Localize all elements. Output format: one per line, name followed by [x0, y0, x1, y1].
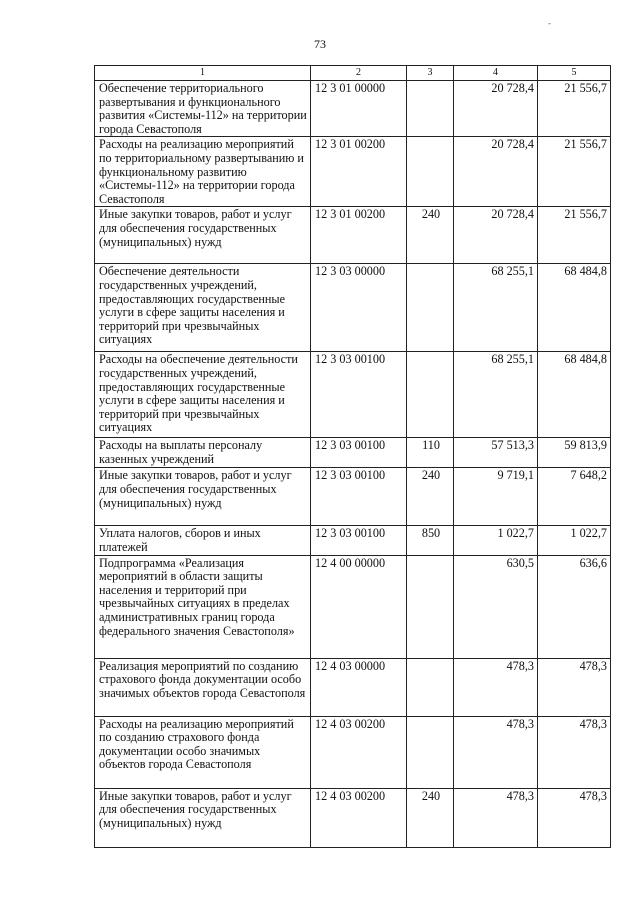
table-row	[95, 137, 611, 207]
row-value-1: 57 513,3	[454, 438, 538, 468]
row-type	[407, 658, 454, 716]
row-value-2: 68 484,8	[538, 352, 611, 438]
row-value-2: 478,3	[538, 788, 611, 847]
row-type: 850	[407, 526, 454, 555]
row-code: 12 3 03 00100	[311, 468, 407, 526]
row-value-1: 68 255,1	[454, 352, 538, 438]
row-code: 12 4 00 00000	[311, 555, 407, 658]
row-name: Обеспечение деятельности государственных учреждений, предоставляющих государственные услуги в сфере защиты населения и территорий при чрезвычайных ситуациях	[95, 264, 311, 352]
row-type	[407, 81, 454, 137]
row-value-1: 68 255,1	[454, 264, 538, 352]
row-code: 12 4 03 00200	[311, 788, 407, 847]
row-value-2: 68 484,8	[538, 264, 611, 352]
row-name: Иные закупки товаров, работ и услуг для обеспечения государственных (муниципальных) нужд	[95, 468, 311, 526]
row-type	[407, 716, 454, 788]
row-code: 12 4 03 00200	[311, 716, 407, 788]
row-name: Расходы на реализацию мероприятий по созданию страхового фонда документации особо значимых объектов города Севастополя	[95, 716, 311, 788]
row-name: Расходы на выплаты персоналу казенных учреждений	[95, 438, 311, 468]
row-value-1: 478,3	[454, 716, 538, 788]
row-name: Иные закупки товаров, работ и услуг для обеспечения государственных (муниципальных) нужд	[95, 788, 311, 847]
header-col-5: 5	[538, 66, 611, 81]
header-col-4: 4	[454, 66, 538, 81]
row-code: 12 3 03 00100	[311, 352, 407, 438]
row-code: 12 3 01 00200	[311, 207, 407, 264]
row-value-2: 1 022,7	[538, 526, 611, 555]
table-row	[95, 438, 611, 468]
header-col-3: 3	[407, 66, 454, 81]
row-type: 240	[407, 788, 454, 847]
page-number: 73	[314, 37, 326, 51]
row-code: 12 4 03 00000	[311, 658, 407, 716]
table-row	[95, 658, 611, 716]
table-row	[95, 716, 611, 788]
table-row	[95, 264, 611, 352]
table-body	[95, 81, 611, 848]
row-value-1: 20 728,4	[454, 207, 538, 264]
table-row	[95, 352, 611, 438]
row-name: Уплата налогов, сборов и иных платежей	[95, 526, 311, 555]
row-type: 110	[407, 438, 454, 468]
row-value-1: 478,3	[454, 658, 538, 716]
row-code: 12 3 03 00000	[311, 264, 407, 352]
row-name: Подпрограмма «Реализация мероприятий в области защиты населения и территорий при чрезвычайных ситуациях в пределах административных границ города федерального значения Севастополя»	[95, 555, 311, 658]
row-code: 12 3 01 00200	[311, 137, 407, 207]
row-value-1: 20 728,4	[454, 137, 538, 207]
row-name: Иные закупки товаров, работ и услуг для обеспечения государственных (муниципальных) нужд	[95, 207, 311, 264]
row-type: 240	[407, 468, 454, 526]
table-row	[95, 788, 611, 847]
row-type	[407, 264, 454, 352]
row-value-1: 478,3	[454, 788, 538, 847]
row-code: 12 3 03 00100	[311, 526, 407, 555]
row-name: Реализация мероприятий по созданию страхового фонда документации особо значимых объектов города Севастополя	[95, 658, 311, 716]
row-value-2: 21 556,7	[538, 137, 611, 207]
row-value-1: 9 719,1	[454, 468, 538, 526]
budget-table	[94, 65, 611, 848]
row-value-2: 21 556,7	[538, 207, 611, 264]
table-row	[95, 526, 611, 555]
row-value-2: 7 648,2	[538, 468, 611, 526]
row-code: 12 3 03 00100	[311, 438, 407, 468]
corner-mark: -	[548, 18, 551, 28]
row-code: 12 3 01 00000	[311, 81, 407, 137]
row-value-2: 21 556,7	[538, 81, 611, 137]
row-value-2: 478,3	[538, 658, 611, 716]
row-type	[407, 555, 454, 658]
table-row	[95, 468, 611, 526]
table-row	[95, 81, 611, 137]
header-row	[95, 66, 611, 81]
row-value-2: 636,6	[538, 555, 611, 658]
table-row	[95, 555, 611, 658]
row-name: Обеспечение территориального развертывания и функционального развития «Системы-112» на территории города Севастополя	[95, 81, 311, 137]
row-value-1: 1 022,7	[454, 526, 538, 555]
table-row	[95, 207, 611, 264]
header-col-2: 2	[311, 66, 407, 81]
row-type: 240	[407, 207, 454, 264]
row-value-2: 59 813,9	[538, 438, 611, 468]
header-col-1: 1	[95, 66, 311, 81]
row-value-2: 478,3	[538, 716, 611, 788]
row-type	[407, 137, 454, 207]
row-name: Расходы на обеспечение деятельности государственных учреждений, предоставляющих государственные услуги в сфере защиты населения и территорий при чрезвычайных ситуациях	[95, 352, 311, 438]
row-value-1: 20 728,4	[454, 81, 538, 137]
row-name: Расходы на реализацию мероприятий по территориальному развертыванию и функциональному развитию «Системы-112» на территории города Севастополя	[95, 137, 311, 207]
row-type	[407, 352, 454, 438]
row-value-1: 630,5	[454, 555, 538, 658]
